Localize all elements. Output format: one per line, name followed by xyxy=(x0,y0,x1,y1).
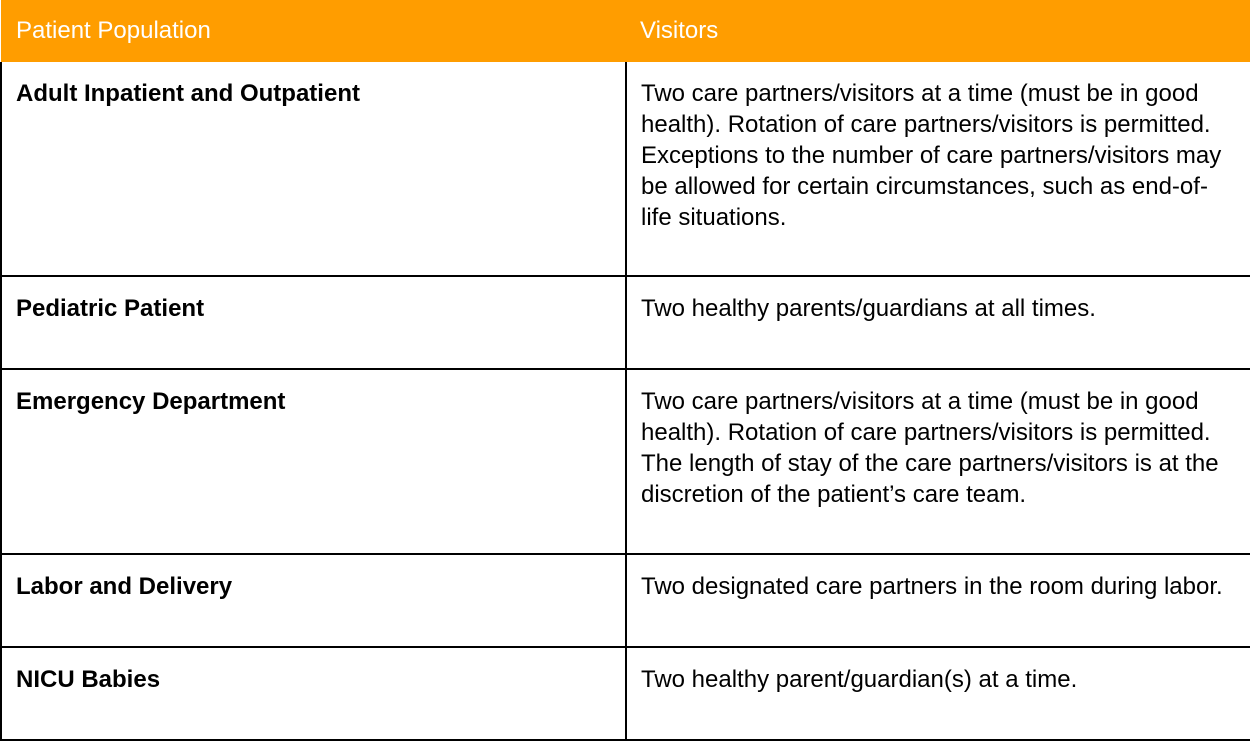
visitors-cell: Two healthy parent/guardian(s) at a time. xyxy=(626,647,1250,740)
table-row xyxy=(1,276,1250,369)
visitors-cell: Two healthy parents/guardians at all times. xyxy=(626,276,1250,369)
population-cell: Adult Inpatient and Outpatient xyxy=(1,62,626,276)
table-row xyxy=(1,62,1250,276)
table-row xyxy=(1,369,1250,554)
population-cell: Emergency Department xyxy=(1,369,626,554)
table-header xyxy=(1,0,1250,62)
visitors-cell: Two designated care partners in the room during labor. xyxy=(626,554,1250,647)
header-visitors: Visitors xyxy=(626,0,1250,62)
table-body xyxy=(1,62,1250,740)
table-row xyxy=(1,647,1250,740)
visitors-cell: Two care partners/visitors at a time (must be in good health). Rotation of care partners/visitors is permitted. Exceptions to the number of care partners/visitors may be allowed for certain circumstances, such as end-of-life situations. xyxy=(626,62,1250,276)
population-cell: NICU Babies xyxy=(1,647,626,740)
visitors-cell: Two care partners/visitors at a time (must be in good health). Rotation of care partners/visitors is permitted. The length of stay of the care partners/visitors is at the discretion of the patient’s care team. xyxy=(626,369,1250,554)
header-row xyxy=(1,0,1250,62)
population-cell: Labor and Delivery xyxy=(1,554,626,647)
population-cell: Pediatric Patient xyxy=(1,276,626,369)
table-row xyxy=(1,554,1250,647)
header-patient-population: Patient Population xyxy=(1,0,626,62)
